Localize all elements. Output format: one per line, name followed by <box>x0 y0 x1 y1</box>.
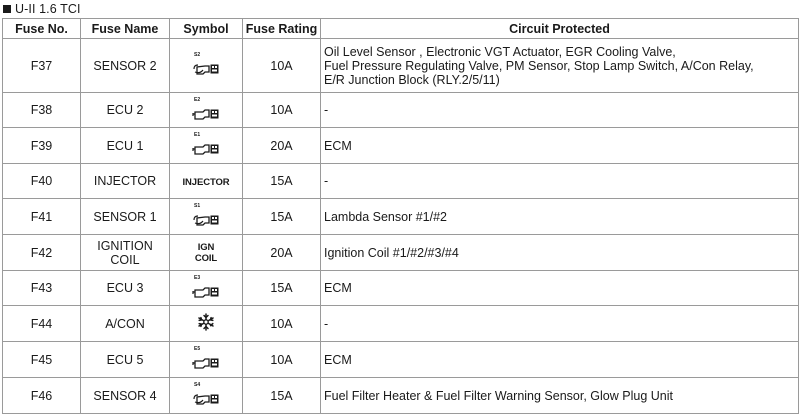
fuse-rating-cell: 10A <box>243 39 321 93</box>
col-header-symbol: Symbol <box>170 19 243 39</box>
sensor-icon <box>192 204 220 226</box>
circuit-line: Fuel Filter Heater & Fuel Filter Warning Sensor, Glow Plug Unit <box>324 388 673 403</box>
circuit-cell <box>321 306 799 342</box>
symbol-cell <box>170 235 243 271</box>
engine-glyph <box>192 106 220 120</box>
square-bullet-icon <box>3 5 11 13</box>
engine-icon <box>192 133 220 155</box>
circuit-cell <box>321 342 799 378</box>
table-row <box>3 342 799 378</box>
symbol-cell <box>170 128 243 164</box>
fuse-rating-cell: 10A <box>243 306 321 342</box>
fuse-name-cell: ECU 1 <box>81 128 170 164</box>
fuse-no-cell: F39 <box>3 128 81 164</box>
table-row <box>3 235 799 271</box>
symbol-subscript: E1 <box>194 132 201 138</box>
fuse-name-cell: SENSOR 1 <box>81 199 170 235</box>
fuse-no-cell: F44 <box>3 306 81 342</box>
table-row <box>3 378 799 414</box>
fuse-name-cell <box>81 235 170 271</box>
circuit-cell <box>321 39 799 93</box>
symbol-cell <box>170 271 243 306</box>
col-header-circuit-protected: Circuit Protected <box>321 19 799 39</box>
circuit-line: ECM <box>324 352 352 367</box>
symbol-subscript: E2 <box>194 96 201 103</box>
circuit-line: E/R Junction Block (RLY.2/5/11) <box>324 72 500 87</box>
fuse-rating-cell: 15A <box>243 378 321 414</box>
symbol-cell <box>170 39 243 93</box>
sensor-icon <box>192 53 220 75</box>
symbol-cell <box>170 342 243 378</box>
fuse-no-cell: F40 <box>3 164 81 199</box>
circuit-cell <box>321 93 799 128</box>
symbol-subscript: S1 <box>194 203 201 209</box>
circuit-line: Lambda Sensor #1/#2 <box>324 209 448 224</box>
symbol-cell <box>170 199 243 235</box>
heading-text: U-II 1.6 TCI <box>15 2 81 16</box>
symbol-cell <box>170 93 243 128</box>
symbol-subscript: E3 <box>194 274 201 281</box>
fuse-no-cell: F37 <box>3 39 81 93</box>
symbol-subscript: E5 <box>194 346 201 352</box>
circuit-cell <box>321 199 799 235</box>
circuit-cell <box>321 235 799 271</box>
fuse-name-cell: INJECTOR <box>81 164 170 199</box>
fuse-name-cell: ECU 5 <box>81 342 170 378</box>
col-header-fuse-rating: Fuse Rating <box>243 19 321 39</box>
fuse-name-cell: SENSOR 4 <box>81 378 170 414</box>
engine-glyph <box>192 284 220 298</box>
sensor-icon <box>192 383 220 405</box>
fuse-name-line: COIL <box>110 252 140 267</box>
table-row <box>3 39 799 93</box>
sensor-glyph <box>192 391 220 405</box>
engine-glyph <box>192 141 220 155</box>
symbol-cell <box>170 378 243 414</box>
fuse-table <box>2 18 799 414</box>
col-header-fuse-name: Fuse Name <box>81 19 170 39</box>
fuse-no-cell: F46 <box>3 378 81 414</box>
fuse-name-cell: ECU 2 <box>81 93 170 128</box>
circuit-line: - <box>324 174 329 188</box>
fuse-name-cell: ECU 3 <box>81 271 170 306</box>
fuse-no-cell: F43 <box>3 271 81 306</box>
sensor-glyph <box>192 212 220 226</box>
table-row <box>3 271 799 306</box>
table-row <box>3 199 799 235</box>
circuit-line: - <box>324 103 329 117</box>
circuit-line: - <box>324 316 329 331</box>
circuit-cell <box>321 378 799 414</box>
fuse-rating-cell: 15A <box>243 271 321 306</box>
fuse-rating-cell: 20A <box>243 235 321 271</box>
fuse-no-cell: F45 <box>3 342 81 378</box>
table-row <box>3 128 799 164</box>
symbol-cell <box>170 164 243 199</box>
engine-icon <box>192 347 220 369</box>
table-row <box>3 93 799 128</box>
engine-icon <box>192 98 220 120</box>
fuse-name-cell: SENSOR 2 <box>81 39 170 93</box>
fuse-rating-cell: 10A <box>243 342 321 378</box>
fuse-name-cell: A/CON <box>81 306 170 342</box>
snowflake-glyph <box>197 313 215 331</box>
table-row <box>3 306 799 342</box>
circuit-line: ECM <box>324 138 352 153</box>
circuit-line: Fuel Pressure Regulating Valve, PM Sensor, Stop Lamp Switch, A/Con Relay, <box>324 58 754 73</box>
table-row <box>3 164 799 199</box>
fuse-no-cell: F38 <box>3 93 81 128</box>
fuse-name-line: IGNITION <box>97 238 153 253</box>
circuit-line: Oil Level Sensor , Electronic VGT Actuator, EGR Cooling Valve, <box>324 44 676 59</box>
fuse-rating-cell: 15A <box>243 199 321 235</box>
symbol-cell <box>170 306 243 342</box>
engine-glyph <box>192 355 220 369</box>
table-heading <box>3 1 81 17</box>
circuit-cell <box>321 164 799 199</box>
circuit-cell <box>321 128 799 164</box>
fuse-no-cell: F42 <box>3 235 81 271</box>
symbol-text-line: IGN <box>197 241 215 253</box>
col-header-fuse-no: Fuse No. <box>3 19 81 39</box>
engine-icon <box>192 276 220 298</box>
fuse-rating-cell: 20A <box>243 128 321 164</box>
symbol-subscript: S4 <box>194 382 201 388</box>
circuit-line: ECM <box>324 281 352 295</box>
sensor-glyph <box>192 61 220 75</box>
fuse-rating-cell: 10A <box>243 93 321 128</box>
fuse-no-cell: F41 <box>3 199 81 235</box>
circuit-cell <box>321 271 799 306</box>
symbol-text-line: COIL <box>194 252 218 264</box>
circuit-line: Ignition Coil #1/#2/#3/#4 <box>324 245 459 260</box>
snowflake-icon <box>197 313 215 334</box>
fuse-rating-cell: 15A <box>243 164 321 199</box>
header-row <box>3 19 799 39</box>
symbol-subscript: S2 <box>194 52 201 58</box>
symbol-text: INJECTOR <box>182 177 230 188</box>
